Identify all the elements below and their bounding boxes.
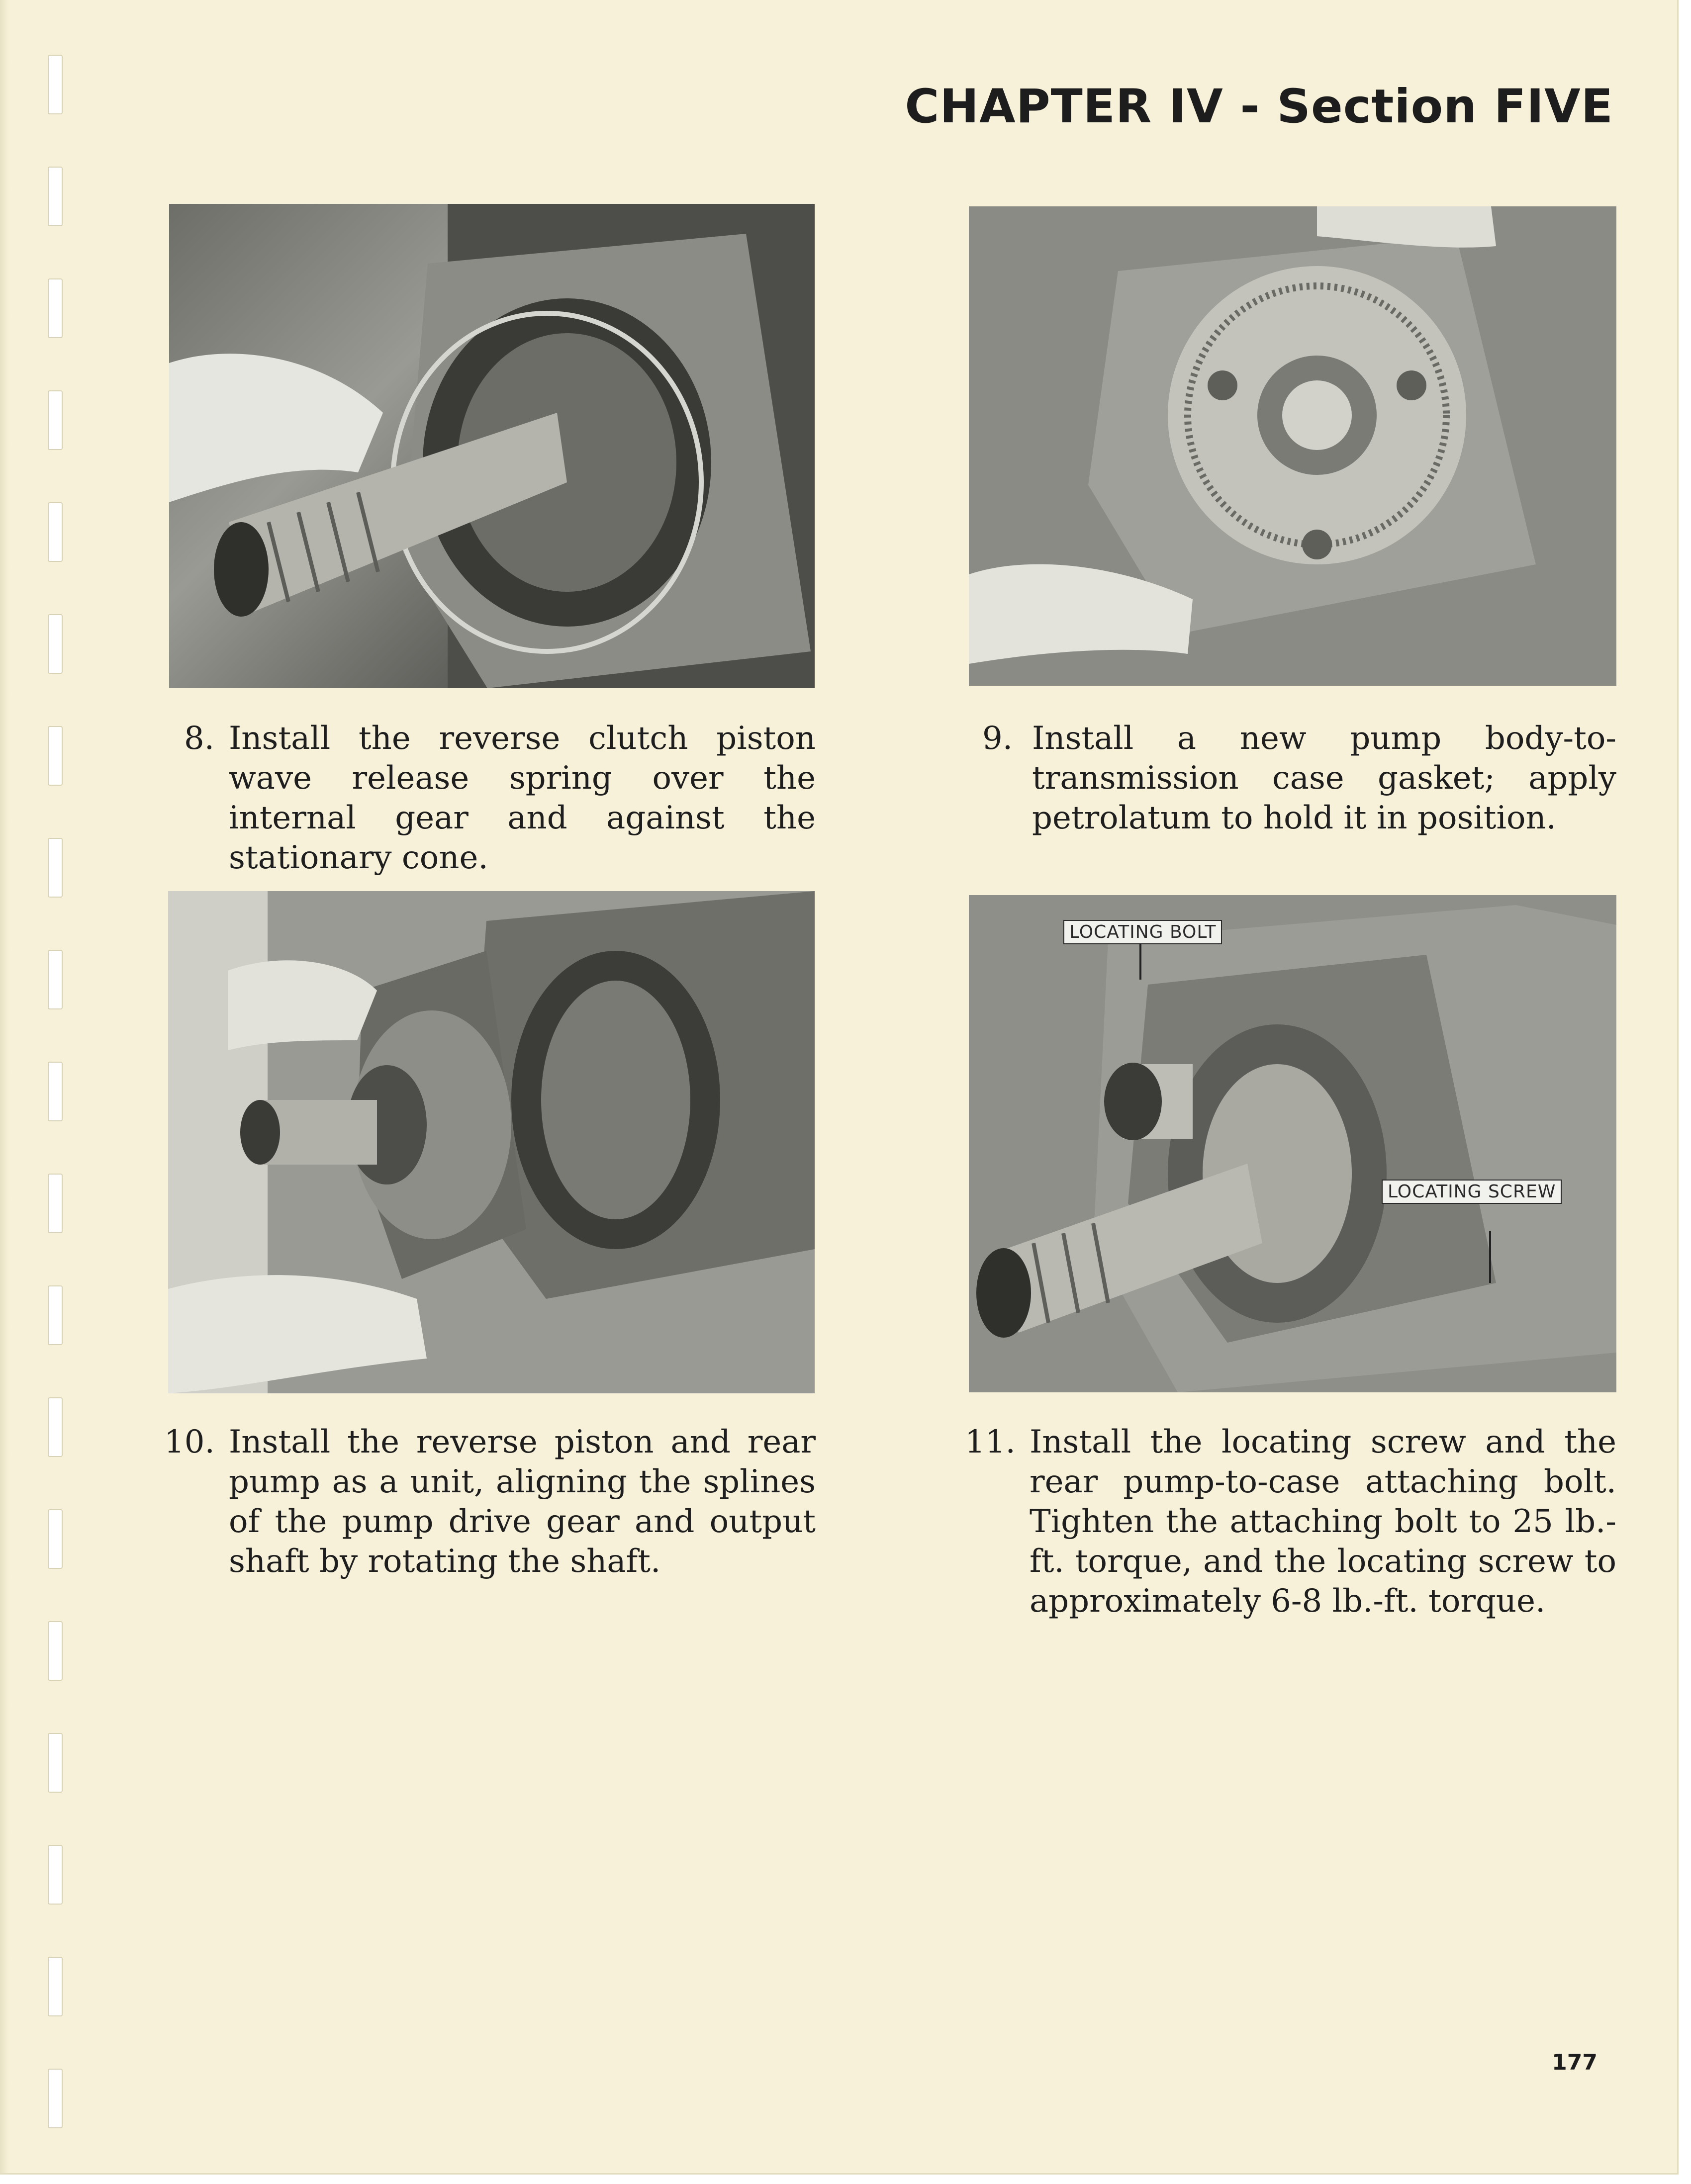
binder-hole [48,390,63,450]
binder-hole [48,1845,63,1905]
figure-8-photo [169,204,815,688]
figure-9-caption [982,719,1616,848]
binder-hole [48,1957,63,2016]
figure-10-photo [168,891,815,1393]
chapter-label: CHAPTER IV [905,80,1223,134]
locating-screw-label: LOCATING SCREW [1382,1180,1562,1204]
binder-hole [48,278,63,338]
binder-hole [48,1062,63,1121]
page-spine [0,0,9,2173]
binder-hole [48,1621,63,1681]
binder-hole [48,1174,63,1233]
binder-hole [48,1285,63,1345]
binder-hole [48,167,63,226]
caption-text: Install the reverse piston and rear pump as a unit, aligning the splines of the pump drive gear and output shaft by rotating the shaft. [229,1424,816,1580]
figure-11-caption [965,1422,1616,1671]
binder-hole [48,55,63,114]
page-number: 177 [1552,2050,1597,2075]
figure-number: 10. [164,1424,215,1460]
figure-11-photo [969,895,1616,1392]
binder-hole [48,1733,63,1793]
binder-hole [48,1397,63,1457]
binder-hole [48,2069,63,2128]
caption-text: Install the reverse clutch piston wave release spring over the internal gear and against the stationary cone. [229,720,816,876]
heading-separator: - [1240,80,1260,134]
locating-bolt-label: LOCATING BOLT [1063,920,1222,944]
figure-number: 11. [965,1424,1016,1460]
binder-hole [48,614,63,674]
binder-hole [48,838,63,898]
caption-text: Install a new pump body-to-transmission case gasket; apply petrolatum to hold it in position. [1032,720,1616,836]
figure-number: 9. [982,720,1013,757]
figure-number: 8. [184,720,215,757]
caption-text: Install the locating screw and the rear pump-to-case attaching bolt. Tighten the attaching bolt to 25 lb.-ft. torque, and the locating screw to approximately 6-8 lb.-ft. torque. [1030,1424,1616,1620]
binder-hole [48,502,63,562]
figure-8-caption [184,719,816,888]
binder-hole [48,1509,63,1569]
binder-hole [48,950,63,1009]
figure-10-caption [164,1422,816,1591]
section-label: Section FIVE [1277,80,1613,134]
binder-hole [48,726,63,786]
figure-9-photo [969,206,1616,686]
chapter-heading [905,80,1613,134]
